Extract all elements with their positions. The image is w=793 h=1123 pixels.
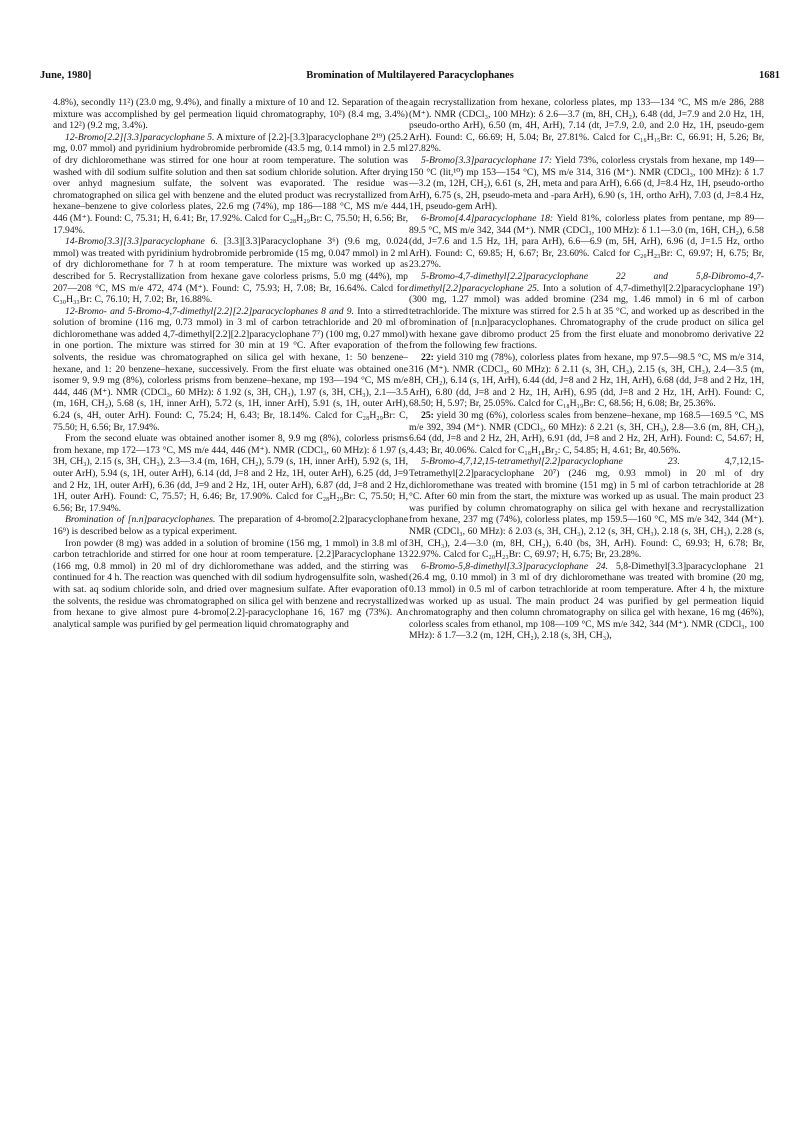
paragraph (53, 514, 408, 537)
compound-heading: 14-Bromo[3.3][3.3]paracyclophane 6. (65, 236, 218, 248)
paragraph (409, 352, 764, 410)
paragraph (53, 236, 408, 306)
paragraph-text: 5,8-Dimethyl[3.3]paracyclophane 21 (26.4 mg, 0.10 mmol) in 3 ml of dry dichloromethane was treated with bromine (20 mg, 0.13 mmol) in 0.5 ml of carbon tetrachloride at room temperature. After 4 h, the mixture was worked up as usual. The main product 24 was purified by gel permeation liquid chromatography and then column chromatography on silica gel with hexane, 16 mg (46%), colorless scales from ethanol, mp 108—109 °C, MS m/e 342, 344 (M⁺). NMR (CDCl₃, 100 MHz): δ 1.7—3.2 (m, 12H, CH₂), 2.18 (s, 3H, CH₃), (409, 560, 764, 642)
running-title: Bromination of Multilayered Paracyclophanes (306, 70, 514, 81)
right-column (409, 97, 764, 1097)
journal-date: June, 1980] (40, 70, 92, 81)
compound-heading: 6-Bromo[4.4]paracyclophane 18: (421, 212, 554, 224)
compound-heading: 6-Bromo-5,8-dimethyl[3.3]paracyclophane 24. (421, 560, 608, 572)
compound-heading: 5-Bromo-4,7-dimethyl[2.2]paracyclophane 22 and 5,8-Dibromo-4,7-dimethyl[2.2]paracyclophane 25. (409, 270, 764, 294)
paragraph (409, 456, 764, 560)
running-header (40, 70, 780, 86)
paragraph (53, 306, 408, 434)
paragraph (409, 410, 764, 456)
paragraph-text: The preparation of 4-bromo[2.2]paracyclophane 16⁹) is described below as a typical experiment. (53, 514, 408, 537)
compound-label: 25: (421, 410, 434, 422)
paragraph (53, 132, 408, 236)
paragraph (409, 213, 764, 271)
compound-heading: 12-Bromo[2.2][3.3]paracyclophane 5. (65, 131, 215, 143)
paragraph (409, 271, 764, 352)
compound-heading: 5-Bromo-4,7,12,15-tetramethyl[2.2]paracyclophane 23. (421, 456, 680, 468)
paragraph-text: Into a stirred solution of bromine (116 mg, 0.73 mmol) in 3 ml of carbon tetrachloride and 20 ml of dichloromethane was added 4,7-dimethyl[2.2][2.2]paracyclophane 7⁷) (100 mg, 0.27 mmol) in one portion. The mixture was stirred for 30 min at 19 °C. After evaporation of the solvents, the residue was chromatographed on silica gel with hexane, 1: 50 benzene–hexane, and 1: 20 benzene–hexane, successively. From the first eluate was obtained one isomer 9, 9.9 mg (8%), colorless prisms from benzene–hexane, mp 193—194 °C, MS m/e 444, 446 (M⁺). NMR (CDCl₃, 60 MHz): δ 1.92 (s, 3H, CH₃), 1.97 (s, 3H, CH₃), 2.1—3.5 (m, 16H, CH₂), 5.68 (s, 1H, inner ArH), 5.72 (s, 1H, inner ArH), 5.91 (s, 1H, outer ArH), 6.24 (s, 4H, outer ArH). Found: C, 75.24; H, 6.43; Br, 18.14%. Calcd for C₂₈H₂₉Br: C, 75.50; H, 6.56; Br, 17.94%. (53, 305, 408, 433)
paragraph-text: yield 30 mg (6%), colorless scales from benzene–hexane, mp 168.5—169.5 °C, MS m/e 392, 394 (M⁺). NMR (CDCl₃, 60 MHz): δ 2.21 (s, 3H, CH₃), 2.8—3.6 (m, 8H, CH₂), 6.64 (dd, J=8 and 2 Hz, 2H, ArH), 6.91 (dd, J=8 and 2 Hz, 2H, ArH). Found: C, 54.67; H, 4.43; Br, 40.06%. Calcd for C₁₈H₁₈Br₂: C, 54.85; H, 4.61; Br, 40.56%. (409, 410, 764, 456)
paragraph-text: Yield 81%, colorless plates from pentane, mp 89—89.5 °C, MS m/e 342, 344 (M⁺). NMR (CDCl₃, 100 MHz): δ 1.1—3.0 (m, 16H, CH₂), 6.58 (dd, J=7.6 and 1.5 Hz, 1H, para ArH), 6.6—6.9 (m, 5H, ArH), 6.96 (d, J=1.5 Hz, ortho ArH). Found: C, 69.85; H, 6.67; Br, 23.60%. Calcd for C₂₀H₂₃Br: C, 69.97; H, 6.75; Br, 23.27%. (409, 212, 764, 271)
paragraph (409, 561, 764, 642)
paragraph: again recrystallization from hexane, colorless plates, mp 133—134 °C, MS m/e 286, 288 (M⁺). NMR (CDCl₃, 100 MHz): δ 2.6—3.7 (m, 8H, CH₂), 6.48 (dd, J=7.9 and 2.0 Hz, 1H, pseudo-ortho ArH), 6.50 (m, 4H, ArH), 7.14 (dt, J=7.9, 2.0, and 2.0 Hz, 1H, pseudo-gem ArH). Found: C, 66.69; H, 5.04; Br, 27.81%. Calcd for C₁₆H₁₅Br: C, 66.91; H, 5.26; Br, 27.82%. (409, 97, 764, 155)
paragraph-text: Yield 73%, colorless crystals from hexane, mp 149—150 °C (lit,¹⁰) mp 153—154 °C), MS m/e 314, 316 (M⁺). NMR (CDCl₃, 100 MHz): δ 1.7—3.2 (m, 12H, CH₂), 6.61 (s, 2H, meta and para ArH), 6.66 (d, J=8.4 Hz, 1H, pseudo-ortho ArH), 6.75 (s, 2H, pseudo-meta and -para ArH), 6.90 (s, 1H, ortho ArH), 7.03 (d, J=8.4 Hz, 1H, pseudo-gem ArH). (409, 154, 764, 213)
left-column (53, 97, 408, 1097)
paragraph-text: [3.3][3.3]Paracyclophane 3⁶) (9.6 mg, 0.024 mmol) was treated with pyridinium hydrobromide perbromide (15 mg, 0.047 mmol) in 2 ml of dry dichloromethane for 7 h at room temperature. The mixture was worked up as described for 5. Recrystallization from hexane gave colorless prisms, 5.0 mg (44%), mp 207—208 °C, MS m/e 472, 474 (M⁺). Found: C, 75.93; H, 7.08; Br, 16.64%. Calcd for C₃₀H₃₃Br: C, 76.10; H, 7.02; Br, 16.88%. (53, 236, 408, 306)
paragraph-text: 4,7,12,15-Tetramethyl[2.2]paracyclophane 20⁷) (246 mg, 0.93 mmol) in 20 ml of dry dichloromethane was treated with bromine (151 mg) in 5 ml of carbon tetrachloride at 28 °C. After 60 min from the start, the mixture was worked up as usual. The main product 23 was purified by column chromatography on silica gel with hexane and recrystallization from hexane, 237 mg (74%), colorless plates, mp 159.5—160 °C, MS m/e 342, 344 (M⁺). NMR (CDCl₃, 60 MHz): δ 2.03 (s, 3H, CH₃), 2.12 (s, 3H, CH₃), 2.18 (s, 3H, CH₃), 2.28 (s, 3H, CH₃), 2.4—3.0 (m, 8H, CH₂), 6.40 (bs, 3H, ArH). Found: C, 69.93; H, 6.78; Br, 22.97%. Calcd for C₂₀H₂₃Br: C, 69.97; H, 6.75; Br, 23.28%. (409, 456, 764, 561)
section-heading: Bromination of [n.n]paracyclophanes. (65, 514, 216, 526)
compound-heading: 5-Bromo[3.3]paracyclophane 17: (421, 154, 553, 166)
compound-heading: 12-Bromo- and 5-Bromo-4,7-dimethyl[2.2][2.2]paracyclophanes 8 and 9. (65, 305, 355, 317)
paragraph (409, 155, 764, 213)
paragraph-text: yield 310 mg (78%), colorless plates from hexane, mp 97.5—98.5 °C, MS m/e 314, 316 (M⁺). NMR (CDCl₃, 60 MHz): δ 2.11 (s, 3H, CH₃), 2.15 (s, 3H, CH₃), 2.4—3.5 (m, 8H, CH₂), 6.14 (s, 1H, ArH), 6.44 (dd, J=8 and 2 Hz, 1H, ArH), 6.68 (dd, J=8 and 2 Hz, 1H, ArH), 6.80 (dd, J=8 and 2 Hz, 1H, ArH), 6.95 (dd, J=8 and 2 Hz, 1H, ArH). Found: C, 68.50; H, 5.97; Br, 25.05%. Calcd for C₁₈H₁₉Br: C, 68.56; H, 6.08; Br, 25.36%. (409, 352, 764, 410)
paragraph: From the second eluate was obtained another isomer 8, 9.9 mg (8%), colorless prisms from hexane, mp 172—173 °C, MS m/e 444, 446 (M⁺). NMR (CDCl₃, 60 MHz): δ 1.97 (s, 3H, CH₃), 2.15 (s, 3H, CH₃), 2.3—3.4 (m, 16H, CH₂), 5.79 (s, 1H, inner ArH), 5.92 (s, 1H, outer ArH), 5.94 (s, 1H, outer ArH), 6.14 (dd, J=8 and 2 Hz, 1H, outer ArH), 6.25 (dd, J=9 and 2 Hz, 1H, outer ArH), 6.36 (dd, J=9 and 2 Hz, 1H, outer ArH), 6.87 (dd, J=8 and 2 Hz, 1H, outer ArH). Found: C, 75.57; H, 6.46; Br, 17.90%. Calcd for C₂₈H₂₉Br: C, 75.50; H, 6.56; Br, 17.94%. (53, 433, 408, 514)
page-number: 1681 (759, 70, 780, 81)
paragraph-text: Into a solution of 4,7-dimethyl[2.2]paracyclophane 19⁷) (300 mg, 1.27 mmol) was added bromine (234 mg, 1.46 mmol) in 6 ml of carbon tetrachloride. The mixture was stirred for 2.5 h at 35 °C, and worked up as described in the bromination of [n.n]paracyclophanes. Chromatography of the crude product on silica gel with hexane gave dibromo product 25 from the first eluate and monobromo derivative 22 from the following few fractions. (409, 282, 764, 352)
compound-label: 22: (421, 352, 434, 364)
paragraph-text: A mixture of [2.2]-[3.3]paracyclophane 2¹⁹) (25.2 mg, 0.07 mmol) and pyridinium hydrobromide perbromide (43.5 mg, 0.14 mmol) in 2.5 ml of dry dichloromethane was stirred for one hour at room temperature. The solution was washed with dil sodium sulfite solution and then sat sodium chloride solution. After drying over anhyd magnesium sulfate, the solvent was evaporated. The residue was chromatographed on silica gel with benzene and the eluted product was recrystallized from hexane–benzene to give colorless plates, 22.6 mg (74%), mp 186—188 °C, MS m/e 444, 446 (M⁺). Found: C, 75.31; H, 6.41; Br, 17.92%. Calcd for C₂₈H₂₉Br: C, 75.50; H, 6.56; Br, 17.94%. (53, 131, 408, 236)
paragraph: 4.8%), secondly 11²) (23.0 mg, 9.4%), and finally a mixture of 10 and 12. Separation of the mixture was accomplished by gel permeation liquid chromatography, 10²) (8.4 mg, 3.4%) and 12²) (9.2 mg, 3.4%). (53, 97, 408, 132)
paragraph: Iron powder (8 mg) was added in a solution of bromine (156 mg, 1 mmol) in 3.8 ml of carbon tetrachloride and stirred for one hour at room temperature. [2.2]Paracyclophane 13 (166 mg, 0.8 mmol) in 20 ml of dry dichloromethane was added, and the stirring was continued for 4 h. The reaction was quenched with dil sodium hydrogensulfite soln, washed with sat. aq sodium chloride soln, and dried over magnesium sulfate. After evaporation of the solvents, the residue was chromatographed on silica gel with benzene and recrystallized from hexane to give almost pure 4-bromo[2.2]-paracyclophane 16, 167 mg (73%). An analytical sample was purified by gel permeation liquid chromatography and (53, 537, 408, 630)
